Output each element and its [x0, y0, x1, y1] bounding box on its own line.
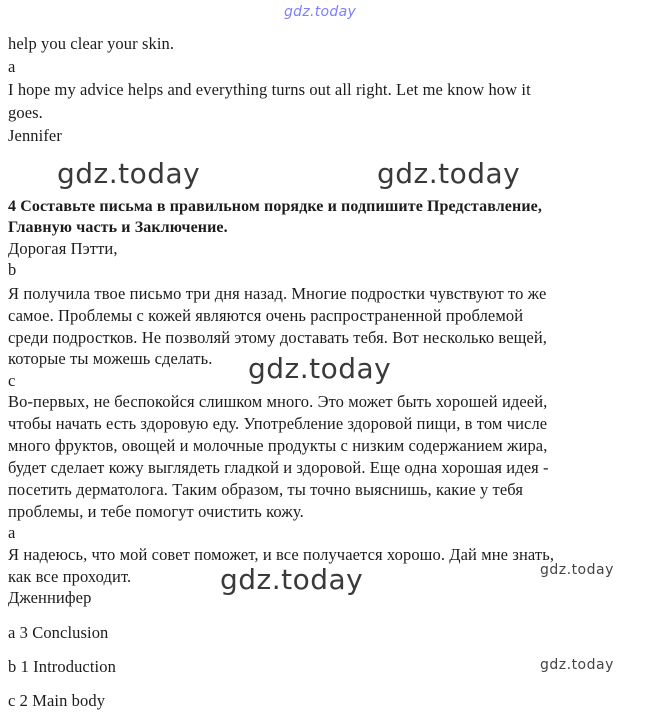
answer-item: b 1 Introduction: [8, 657, 116, 676]
answer-item: c 2 Main body: [8, 691, 106, 710]
english-letter-line: goes.: [8, 103, 43, 122]
site-watermark: gdz.today: [377, 157, 521, 190]
letter-signature: Дженнифер: [8, 588, 92, 607]
paragraph-c-line: посетить дерматолога. Таким образом, ты точно выяснишь, какие у тебя: [8, 480, 524, 499]
english-letter-signature: Jennifer: [8, 126, 62, 145]
site-watermark: gdz.today: [57, 157, 201, 190]
answer-item: a 3 Conclusion: [8, 623, 109, 642]
paragraph-c-line: чтобы начать есть здоровую еду. Употребление здоровой пищи, в том числе: [8, 414, 548, 433]
task-title: 4 Составьте письма в правильном порядке и подпишите Представление,: [8, 198, 542, 215]
paragraph-marker-b: b: [8, 260, 17, 279]
paragraph-c-line: много фруктов, овощей и молочные продукты с низким содержанием жира,: [8, 436, 548, 455]
paragraph-marker-c: c: [8, 371, 16, 390]
paragraph-marker-a: a: [8, 523, 16, 542]
paragraph-marker-a: a: [8, 57, 16, 76]
site-watermark-small: gdz.today: [540, 562, 614, 578]
paragraph-c-line: проблемы, и тебе помогут очистить кожу.: [8, 502, 304, 521]
site-watermark-small: gdz.today: [540, 657, 614, 673]
site-watermark-top: gdz.today: [284, 4, 357, 20]
paragraph-c-line: Во-первых, не беспокойся слишком много. Это может быть хорошей идеей,: [8, 392, 548, 411]
paragraph-b-line: которые ты можешь сделать.: [8, 349, 213, 368]
paragraph-a-line: как все проходит.: [8, 567, 132, 586]
site-watermark: gdz.today: [248, 352, 392, 385]
english-letter-line: I hope my advice helps and everything turns out all right. Let me know how it: [8, 80, 531, 99]
paragraph-a-line: Я надеюсь, что мой совет поможет, и все получается хорошо. Дай мне знать,: [8, 545, 555, 564]
paragraph-c-line: будет сделает кожу выглядеть гладкой и здоровой. Еще одна хорошая идея -: [8, 458, 549, 477]
site-watermark: gdz.today: [220, 563, 364, 596]
letter-greeting: Дорогая Пэтти,: [8, 239, 118, 258]
english-letter-line: help you clear your skin.: [8, 34, 175, 53]
paragraph-b-line: среди подростков. Не позволяй этому доставать тебя. Вот несколько вещей,: [8, 328, 548, 347]
paragraph-b-line: самое. Проблемы с кожей являются очень распространенной проблемой: [8, 306, 524, 325]
task-title: Главную часть и Заключение.: [8, 219, 228, 236]
paragraph-b-line: Я получила твое письмо три дня назад. Многие подростки чувствуют то же: [8, 284, 547, 303]
